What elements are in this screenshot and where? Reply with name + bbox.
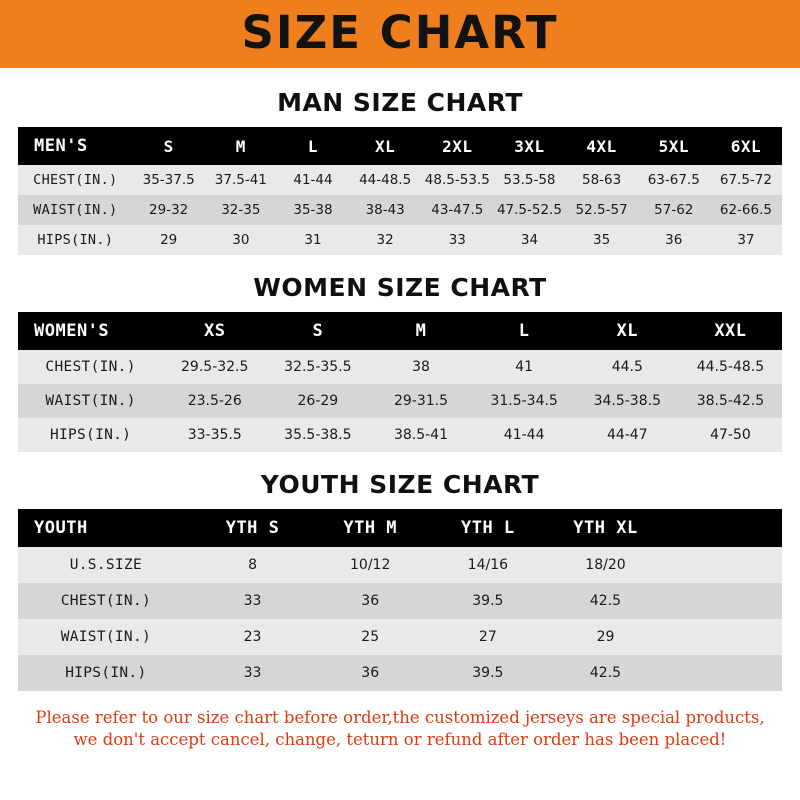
men-header-cell: 2XL [442,136,473,156]
youth-cell: 42.5 [589,665,622,681]
youth-table-header-row [18,509,782,547]
women-cell: 35.5-38.5 [284,427,352,443]
women-row-label: WAIST(IN.) [45,393,136,409]
men-cell: 48.5-53.5 [424,172,490,188]
women-cell: 47-50 [710,427,751,443]
youth-row-label: CHEST(IN.) [60,593,152,609]
table-row [18,225,782,255]
men-header-cell: 4XL [586,136,617,156]
women-cell: 34.5-38.5 [593,393,661,409]
men-cell: 35-37.5 [142,172,195,188]
men-cell: 62-66.5 [719,202,772,218]
women-header-cell: XL [616,321,639,341]
men-header-cell: S [163,136,174,156]
men-cell: 67.5-72 [719,172,772,188]
men-cell: 37 [737,232,755,248]
youth-cell: 39.5 [472,665,504,681]
men-header-cell: 6XL [730,136,762,156]
women-header-cell: XXL [714,321,747,341]
youth-cell: 39.5 [472,593,504,609]
footer-note [18,707,782,752]
men-cell: 34 [520,232,539,248]
women-header-cell: L [518,321,530,341]
men-row-label: WAIST(IN.) [33,202,118,218]
youth-cell: 23 [243,629,262,645]
men-header-cell: XL [375,136,396,156]
men-cell: 31 [304,232,322,248]
men-cell: 35 [593,232,611,248]
table-row [18,655,782,691]
chart-content [0,88,800,752]
women-cell: 41 [515,359,534,375]
men-row-label: HIPS(IN.) [37,232,114,248]
youth-cell: 42.5 [589,593,622,609]
women-cell: 44-47 [606,427,648,443]
men-cell: 52.5-57 [575,202,628,218]
men-cell: 32 [376,232,394,248]
table-row [18,350,782,384]
women-row-label: HIPS(IN.) [49,427,132,443]
men-cell: 41-44 [293,172,333,188]
women-cell: 32.5-35.5 [284,359,352,375]
youth-cell: 33 [243,665,262,681]
men-cell: 37.5-41 [214,172,267,188]
youth-cell-empty [664,583,782,619]
youth-cell: 29 [596,629,615,645]
youth-cell: 33 [243,593,262,609]
men-cell: 58-63 [581,172,622,188]
women-row-label: CHEST(IN.) [45,359,136,375]
men-section-title: MAN SIZE CHART [277,88,523,117]
youth-cell: 18/20 [585,557,626,573]
youth-cell: 14/16 [467,557,509,573]
youth-header-cell: YTH M [343,518,398,538]
youth-section-title: YOUTH SIZE CHART [260,470,540,499]
youth-cell: 36 [361,593,380,609]
youth-cell: 27 [478,629,497,645]
men-cell: 29-32 [149,202,189,218]
table-row [18,583,782,619]
men-cell: 63-67.5 [647,172,700,188]
men-cell: 32-35 [221,202,261,218]
youth-header-cell: YOUTH [34,518,88,538]
women-header-cell: M [415,321,427,341]
women-cell: 38.5-42.5 [696,393,765,409]
table-row [18,619,782,655]
women-header-cell: S [312,321,324,341]
men-cell: 38-43 [365,202,405,218]
men-cell: 30 [232,232,250,248]
women-cell: 31.5-34.5 [490,393,558,409]
footer-note-line-1: Please refer to our size chart before order,the customized jerseys are special products, [35,708,765,727]
men-cell: 53.5-58 [503,172,556,188]
youth-cell: 8 [248,557,258,573]
banner-left-strip [0,0,24,68]
youth-row-label: WAIST(IN.) [60,629,152,645]
footer-note-line-2: we don't accept cancel, change, teturn or refund after order has been placed! [73,730,727,750]
youth-row-label: HIPS(IN.) [65,665,147,681]
men-cell: 44-48.5 [359,172,412,188]
youth-cell: 25 [361,629,380,645]
youth-cell: 36 [361,665,380,681]
women-cell: 23.5-26 [187,393,242,409]
women-section-title: WOMEN SIZE CHART [253,273,547,302]
page-title: SIZE CHART [241,5,559,59]
youth-size-table [18,509,782,691]
women-cell: 41-44 [503,427,545,443]
women-header-cell: WOMEN'S [34,321,110,341]
men-header-cell: M [235,136,246,156]
youth-row-label: U.S.SIZE [69,557,142,573]
women-cell: 29-31.5 [393,393,449,409]
men-cell: 33 [448,232,466,248]
women-cell: 26-29 [297,393,339,409]
women-table-header-row [18,312,782,350]
men-cell: 35-38 [293,202,333,218]
header-banner [0,0,800,68]
women-cell: 33-35.5 [187,427,242,443]
men-cell: 43-47.5 [431,202,484,218]
banner-right-strip [776,0,800,68]
men-row-label: CHEST(IN.) [33,172,118,188]
men-header-cell: 5XL [658,136,689,156]
men-table-header-row [18,127,782,165]
youth-header-cell: YTH L [460,518,515,538]
table-row [18,418,782,452]
youth-cell-empty [664,619,782,655]
men-header-cell: 3XL [514,136,545,156]
women-size-table [18,312,782,452]
women-cell: 44.5 [611,359,643,375]
women-header-cell: XS [203,321,226,341]
table-row [18,195,782,225]
table-row [18,165,782,195]
women-cell: 29.5-32.5 [181,359,249,375]
men-cell: 29 [160,232,178,248]
men-header-cell: MEN'S [34,136,88,156]
men-size-table [18,127,782,255]
youth-header-cell-empty [664,509,782,547]
youth-cell-empty [664,655,782,691]
women-cell: 38.5-41 [393,427,449,443]
men-cell: 57-62 [654,202,694,218]
women-cell: 44.5-48.5 [696,359,765,375]
women-cell: 38 [412,359,430,375]
men-cell: 36 [665,232,683,248]
youth-cell: 10/12 [350,557,391,573]
men-header-cell: L [307,136,319,156]
youth-header-cell: YTH XL [573,518,638,538]
youth-header-cell: YTH S [225,518,280,538]
men-cell: 47.5-52.5 [496,202,562,218]
table-row [18,547,782,583]
table-row [18,384,782,418]
youth-cell-empty [664,547,782,583]
